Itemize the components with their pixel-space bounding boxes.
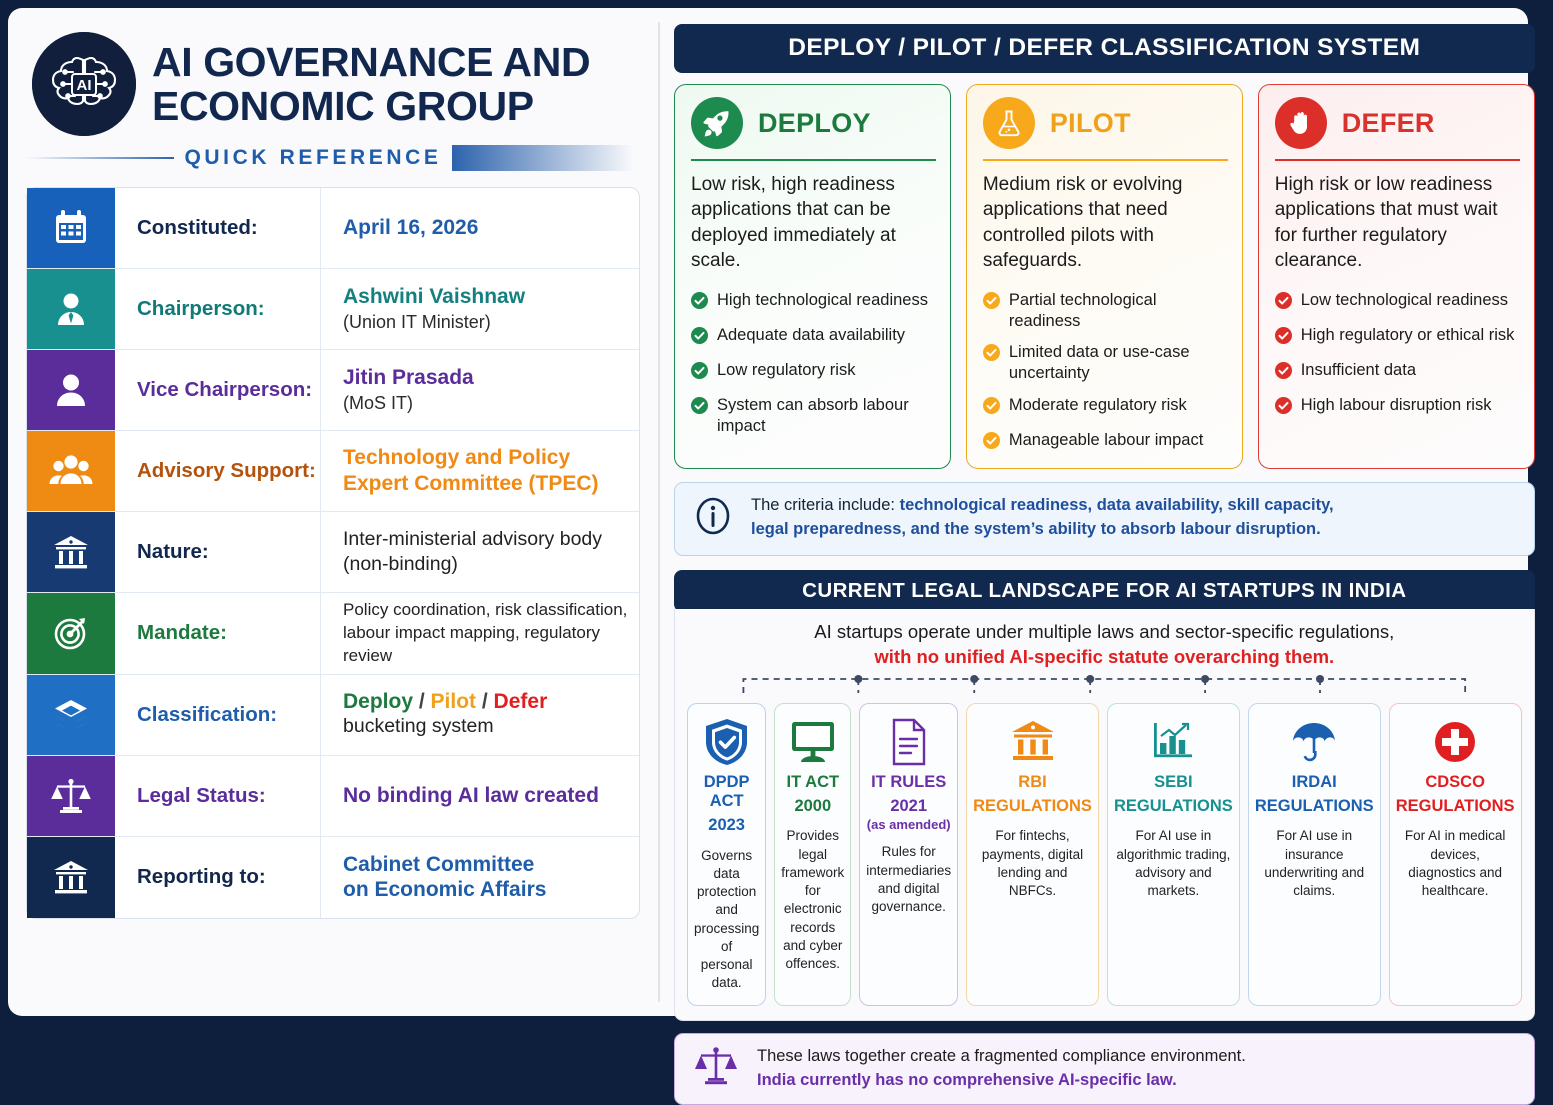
ai-brain-icon [32, 32, 136, 136]
chairperson-name: Ashwini Vaishnaw [343, 285, 526, 308]
row-label: Classification: [115, 675, 321, 755]
list-item [691, 325, 936, 349]
card-bullets [691, 290, 936, 436]
regulation-cards [687, 703, 1522, 1006]
card-title: DEPLOY [758, 107, 871, 138]
row-value [321, 350, 639, 430]
card-header [983, 97, 1228, 159]
people-group-icon [27, 431, 115, 511]
classification-buckets [343, 690, 629, 714]
criteria-highlight2: legal preparedness, and the system’s ability to absorb labour disruption. [751, 520, 1321, 539]
check-circle-icon [1275, 292, 1292, 314]
row-label: Constituted: [115, 188, 321, 268]
landscape-band-title: CURRENT LEGAL LANDSCAPE FOR AI STARTUPS IN INDIA [674, 570, 1535, 612]
bullet-text: Manageable labour impact [1008, 430, 1204, 449]
right-panel [658, 8, 1553, 1090]
list-item [983, 342, 1228, 383]
check-circle-icon [691, 397, 708, 419]
regulation-card-irdai [1248, 703, 1381, 1006]
table-row [27, 350, 639, 431]
classification-card-deploy [674, 84, 951, 469]
classification-card-defer [1258, 84, 1535, 469]
bullet-text: Low technological readiness [1300, 291, 1509, 310]
regulation-description: For fintechs, payments, digital lending and NBFCs. [981, 828, 1084, 899]
reporting-line1: Cabinet Committee [343, 852, 535, 876]
table-row [27, 593, 639, 675]
row-label: Chairperson: [115, 269, 321, 349]
criteria-highlight1: technological readiness, data availability, skill capacity, [899, 496, 1334, 515]
rule-left [26, 157, 174, 159]
row-label: Mandate: [115, 593, 321, 674]
landscape-subtitle-line2 [687, 644, 1522, 669]
bullet-text: Low regulatory risk [717, 361, 856, 380]
check-circle-icon [1275, 362, 1292, 384]
card-title: DEFER [1341, 107, 1435, 138]
regulation-name-line2: 2000 [794, 797, 832, 816]
regulation-name-line2: REGULATIONS [1395, 797, 1515, 816]
nature-line1: Inter-ministerial advisory body [343, 527, 603, 550]
regulation-amendment-note: (as amended) [866, 817, 951, 833]
bucket-deploy: Deploy [343, 690, 414, 714]
bank-icon [27, 837, 115, 918]
regulation-card-it-rules [859, 703, 958, 1006]
card-bullets [1275, 290, 1520, 419]
landscape-subtitle-emphasis: with no unified AI-specific statute overarching them. [874, 645, 1335, 667]
regulation-name-line1: IRDAI [1291, 772, 1337, 791]
stop-hand-icon [1275, 97, 1327, 149]
bullet-text: Partial technological readiness [1008, 291, 1157, 330]
card-description: Medium risk or evolving applications that need controlled pilots with safeguards. [982, 174, 1183, 271]
card-rule [691, 159, 936, 161]
bank-icon [1009, 716, 1057, 768]
person-icon [27, 350, 115, 430]
criteria-text [751, 494, 1334, 542]
bullet-text: High regulatory or ethical risk [1300, 326, 1515, 345]
advisory-support-line1: Technology and Policy [343, 446, 571, 470]
panel-divider [658, 22, 660, 1002]
regulation-name-line2: 2023 [708, 816, 745, 835]
constituted-date: April 16, 2026 [343, 216, 479, 240]
svg-text:AI: AI [76, 77, 92, 94]
calendar-icon [27, 188, 115, 268]
regulation-card-dpdp [687, 703, 766, 1006]
check-circle-icon [1275, 397, 1292, 419]
document-icon [888, 716, 930, 768]
table-row [27, 512, 639, 593]
list-item [983, 395, 1228, 419]
table-row [27, 431, 639, 512]
regulation-description: Provides legal framework for electronic records and cyber offences. [781, 828, 845, 971]
check-circle-icon [983, 397, 1000, 419]
classification-sub: bucketing system [343, 715, 494, 738]
list-item [1275, 290, 1520, 314]
scales-icon [693, 1044, 739, 1093]
card-title: PILOT [1049, 107, 1131, 138]
info-icon [691, 494, 735, 543]
medical-cross-icon [1432, 716, 1478, 768]
criteria-lead: The criteria include: [751, 496, 900, 515]
page-title-line2: ECONOMIC GROUP [152, 83, 534, 129]
classification-card-pilot [966, 84, 1243, 469]
row-value [321, 675, 639, 755]
bullet-text: High technological readiness [717, 291, 928, 310]
mandate-line1: Policy coordination, risk classification, [343, 600, 628, 619]
check-circle-icon [691, 327, 708, 349]
card-rule [983, 159, 1228, 161]
regulation-card-cdsco [1389, 703, 1522, 1006]
list-item [983, 290, 1228, 331]
regulation-name-line1: IT ACT [786, 772, 840, 791]
table-row [27, 188, 639, 269]
page-title-line1: AI GOVERNANCE AND [152, 38, 591, 85]
bullet-text: System can absorb labour impact [717, 396, 909, 435]
connector-lines [691, 673, 1518, 703]
legal-landscape-section [674, 609, 1535, 1021]
bucket-sep2: / [476, 690, 494, 714]
row-label: Legal Status: [115, 756, 321, 836]
regulation-name-line2: REGULATIONS [973, 797, 1092, 816]
regulation-name-line2: REGULATIONS [1254, 797, 1374, 816]
flask-icon [983, 97, 1035, 149]
quick-reference-label: QUICK REFERENCE [184, 146, 442, 169]
umbrella-icon [1290, 716, 1338, 768]
row-value [321, 188, 639, 268]
regulation-description: For AI use in insurance underwriting and claims. [1264, 828, 1365, 899]
regulation-name-line2: REGULATIONS [1113, 797, 1233, 816]
row-label: Advisory Support: [115, 431, 321, 511]
rule-right [452, 145, 634, 171]
check-circle-icon [983, 432, 1000, 454]
classification-cards [674, 84, 1535, 469]
regulation-name-line1: SEBI [1154, 772, 1193, 791]
regulation-description: For AI in medical devices, diagnostics and healthcare. [1404, 828, 1506, 899]
row-value [321, 756, 639, 836]
chart-bar-icon [1149, 716, 1197, 768]
monitor-icon [789, 716, 837, 768]
nature-line2: (non-binding) [343, 553, 458, 575]
table-row [27, 269, 639, 350]
regulation-name-line1: DPDP ACT [703, 772, 750, 811]
card-header [691, 97, 936, 159]
brand-header [26, 26, 640, 136]
list-item [1275, 395, 1520, 419]
list-item [691, 360, 936, 384]
row-value [321, 512, 639, 592]
list-item [691, 395, 936, 436]
target-icon [27, 593, 115, 674]
scales-icon [27, 756, 115, 836]
regulation-card-sebi [1107, 703, 1240, 1006]
regulation-name-line1: RBI [1018, 772, 1047, 791]
row-label: Vice Chairperson: [115, 350, 321, 430]
bullet-text: Adequate data availability [717, 326, 906, 345]
footer-line2: India currently has no comprehensive AI-specific law. [757, 1071, 1177, 1090]
vice-chairperson-role: (MoS IT) [343, 392, 413, 413]
row-value [321, 431, 639, 511]
landscape-footer-box [674, 1033, 1535, 1105]
bullet-text: Limited data or use-case uncertainty [1008, 343, 1190, 382]
card-rule [1275, 159, 1520, 161]
bucket-defer: Defer [493, 690, 548, 714]
landscape-subtitle-line1: AI startups operate under multiple laws and sector-specific regulations, [814, 620, 1395, 642]
list-item [1275, 325, 1520, 349]
list-item [1275, 360, 1520, 384]
bullet-text: Moderate regulatory risk [1008, 395, 1187, 414]
regulation-card-it-act [774, 703, 851, 1006]
reporting-line2: on Economic Affairs [343, 878, 547, 902]
check-circle-icon [691, 292, 708, 314]
shield-check-icon [704, 716, 750, 768]
check-circle-icon [983, 292, 1000, 314]
regulation-name-line1: CDSCO [1425, 772, 1485, 791]
mandate-line2: labour impact mapping, regulatory review [343, 622, 601, 665]
list-item [983, 430, 1228, 454]
check-circle-icon [1275, 327, 1292, 349]
footer-line1: These laws together create a fragmented compliance environment. [757, 1046, 1246, 1065]
regulation-description: For AI use in algorithmic trading, advisory and markets. [1116, 828, 1231, 899]
infographic-page [8, 8, 1528, 1090]
row-value [321, 593, 639, 674]
card-header [1275, 97, 1520, 159]
layers-icon [27, 675, 115, 755]
check-circle-icon [691, 362, 708, 384]
check-circle-icon [983, 344, 1000, 366]
list-item [691, 290, 936, 314]
advisory-support-line2: Expert Committee (TPEC) [343, 472, 599, 495]
summary-table [26, 187, 640, 919]
legal-status-value: No binding AI law created [343, 784, 599, 807]
row-label: Reporting to: [115, 837, 321, 918]
regulation-name-line2: 2021 [890, 797, 928, 816]
regulation-card-rbi [966, 703, 1099, 1006]
row-value [321, 837, 639, 918]
row-label: Nature: [115, 512, 321, 592]
table-row [27, 756, 639, 837]
regulation-description: Governs data protection and processing of personal data. [694, 847, 760, 991]
rocket-icon [691, 97, 743, 149]
card-bullets [983, 290, 1228, 454]
card-description: High risk or low readiness applications that must wait for further regulatory clearance. [1274, 174, 1498, 271]
bullet-text: Insufficient data [1300, 361, 1416, 380]
table-row [27, 675, 639, 756]
regulation-description: Rules for intermediaries and digital governance. [866, 844, 952, 915]
chairperson-role: (Union IT Minister) [343, 311, 491, 332]
person-tie-icon [27, 269, 115, 349]
bullet-text: High labour disruption risk [1300, 396, 1492, 415]
quick-reference-header [26, 145, 640, 171]
bucket-pilot: Pilot [430, 690, 477, 714]
left-panel [8, 8, 658, 1016]
vice-chairperson-name: Jitin Prasada [343, 366, 474, 389]
footer-text [757, 1044, 1246, 1094]
card-description: Low risk, high readiness applications that can be deployed immediately at scale. [691, 174, 896, 271]
criteria-info-box [674, 482, 1535, 556]
classification-band-title: DEPLOY / PILOT / DEFER CLASSIFICATION SYSTEM [674, 24, 1535, 73]
row-value [321, 269, 639, 349]
bucket-sep1: / [413, 690, 431, 714]
regulation-name-line1: IT RULES [871, 772, 947, 791]
bank-icon [27, 512, 115, 592]
table-row [27, 837, 639, 918]
brand-text [152, 40, 638, 129]
